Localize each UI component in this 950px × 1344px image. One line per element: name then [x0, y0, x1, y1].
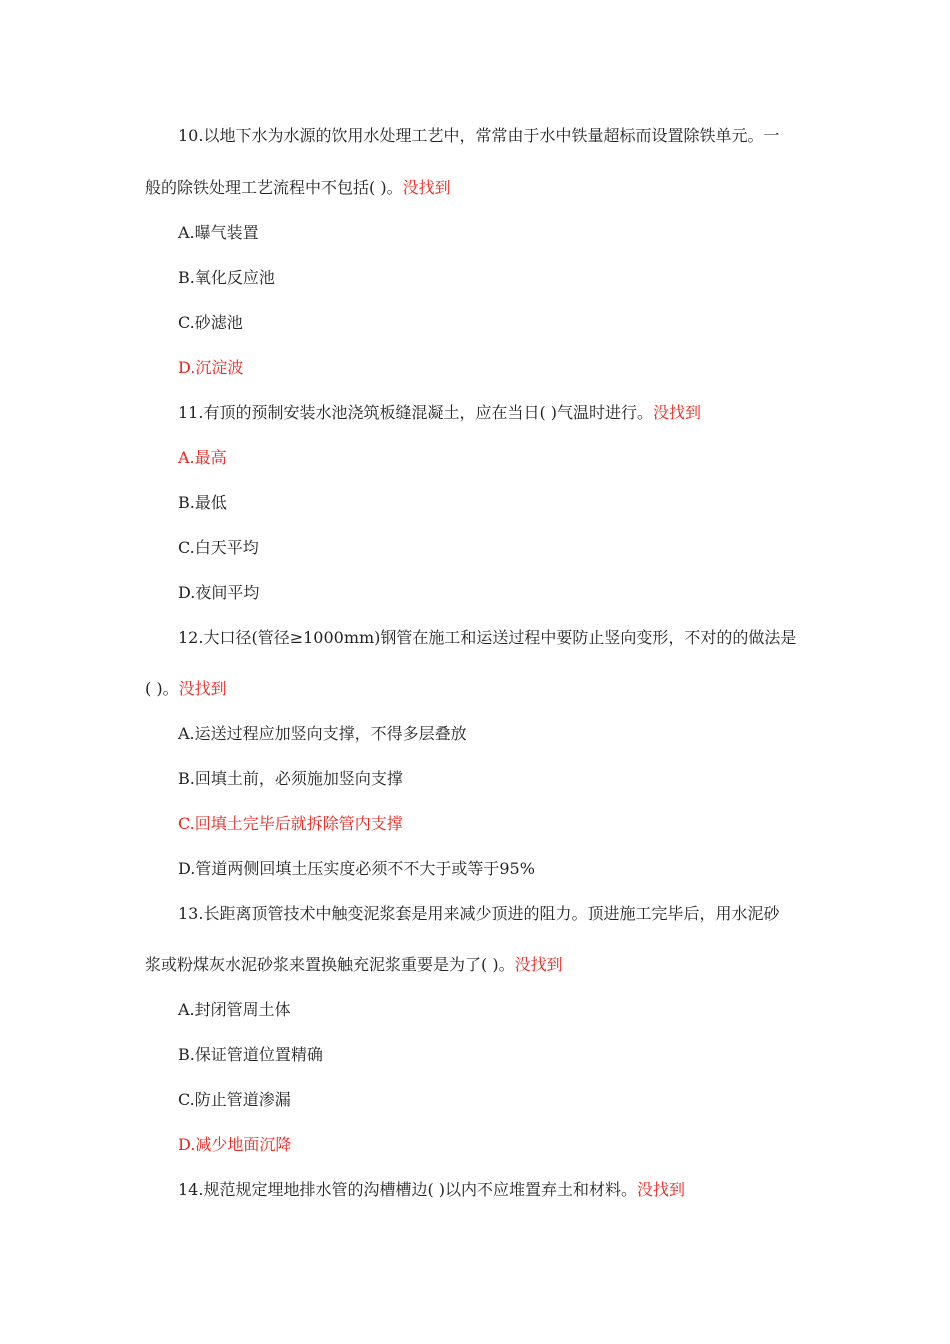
question-13-stem-line1: 13.长距离顶管技术中触变泥浆套是用来减少顶进的阻力。顶进施工完毕后，用水泥砂	[178, 904, 780, 923]
question-10-note: 没找到	[402, 178, 451, 197]
question-11-option-b: B.最低	[178, 493, 227, 512]
question-13-option-a: A.封闭管周土体	[178, 1000, 291, 1019]
question-10-option-b: B.氧化反应池	[178, 268, 275, 287]
question-13-note: 没找到	[514, 955, 563, 974]
question-12-option-c-answer: C.回填土完毕后就拆除管内支撑	[178, 814, 403, 833]
question-12-option-d: D.管道两侧回填土压实度必须不不大于或等于95%	[178, 859, 535, 878]
question-13-stem-line2	[145, 954, 563, 976]
question-10-stem-line2	[145, 177, 451, 199]
question-10-option-c: C.砂滤池	[178, 313, 243, 332]
question-10-option-a: A.曝气装置	[178, 223, 259, 242]
question-12-stem-line1: 12.大口径(管径≥1000mm)钢管在施工和运送过程中要防止竖向变形，不对的的做法是	[178, 628, 797, 647]
question-11-note: 没找到	[653, 403, 702, 422]
question-11-stem-text: 11.有顶的预制安装水池浇筑板缝混凝土，应在当日( )气温时进行。	[178, 403, 654, 422]
question-12-stem-line2	[145, 678, 227, 700]
question-13-stem-text: 浆或粉煤灰水泥砂浆来置换触充泥浆重要是为了( )。	[145, 955, 515, 974]
question-12-option-a: A.运送过程应加竖向支撑，不得多层叠放	[178, 724, 467, 743]
question-13-option-c: C.防止管道渗漏	[178, 1090, 291, 1109]
question-13-option-d-answer: D.减少地面沉降	[178, 1135, 292, 1154]
question-12-option-b: B.回填土前，必须施加竖向支撑	[178, 769, 403, 788]
question-10-option-d-answer: D.沉淀波	[178, 358, 244, 377]
question-12-stem-text: ( )。	[145, 679, 179, 698]
question-14-stem-text: 14.规范规定埋地排水管的沟槽槽边( )以内不应堆置弃土和材料。	[178, 1180, 638, 1199]
question-11-stem	[178, 402, 701, 424]
question-12-note: 没找到	[178, 679, 227, 698]
question-14-note: 没找到	[637, 1180, 686, 1199]
question-11-option-d: D.夜间平均	[178, 583, 260, 602]
question-10-stem-line1: 10.以地下水为水源的饮用水处理工艺中，常常由于水中铁量超标而设置除铁单元。一	[178, 126, 780, 145]
question-11-option-a-answer: A.最高	[178, 448, 227, 467]
question-13-option-b: B.保证管道位置精确	[178, 1045, 323, 1064]
question-14-stem	[178, 1179, 685, 1201]
question-11-option-c: C.白天平均	[178, 538, 259, 557]
question-10-stem-text: 般的除铁处理工艺流程中不包括( )。	[145, 178, 403, 197]
